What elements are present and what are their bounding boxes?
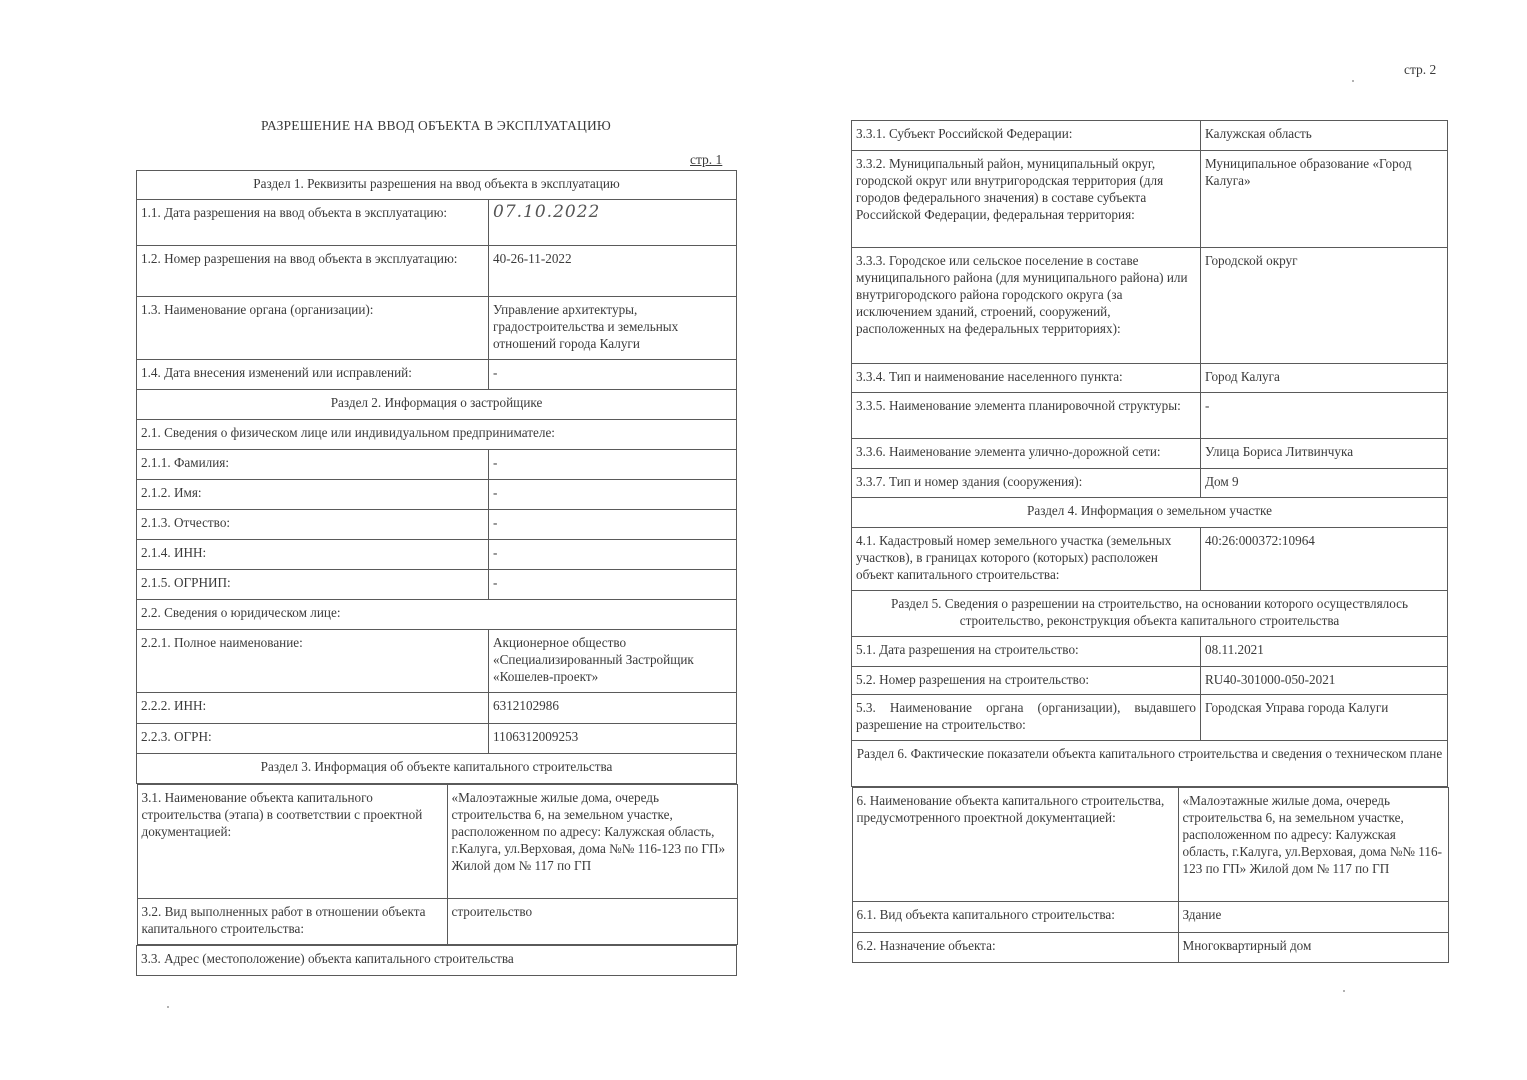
row-value: Городская Управа города Калуги	[1201, 695, 1448, 741]
row-value: -	[489, 570, 737, 600]
row-value: RU40-301000-050-2021	[1201, 667, 1448, 695]
row-value: Город Калуга	[1201, 364, 1448, 393]
section-5-heading: Раздел 5. Сведения о разрешении на строительство, на основании которого осуществлялось строительство, реконструкция объекта капитального строительства	[852, 591, 1448, 637]
row-value: Улица Бориса Литвинчука	[1201, 439, 1448, 469]
row-value: «Малоэтажные жилые дома, очередь строительства 6, на земельном участке, расположенном по адресу: Калужская область, г.Калуга, ул.Верховая, дома №№ 116-123 по ГП» Жилой дом № 117 по ГП	[447, 785, 737, 899]
row-value: -	[489, 510, 737, 540]
row-value: строительство	[447, 899, 737, 945]
row-label: 2.2.1. Полное наименование:	[137, 630, 489, 693]
row-label: 5.1. Дата разрешения на строительство:	[852, 637, 1201, 667]
table-row	[852, 637, 1448, 667]
cadastral-number: 40:26:000372:10964	[1201, 528, 1448, 591]
row-label: 2.1.1. Фамилия:	[137, 450, 489, 480]
scan-speck	[1352, 80, 1354, 82]
row-value: Дом 9	[1201, 469, 1448, 498]
table-row	[852, 393, 1448, 439]
row-label: 1.3. Наименование органа (организации):	[137, 297, 489, 360]
row-label: 2.1.4. ИНН:	[137, 540, 489, 570]
row-label: 3.2. Вид выполненных работ в отношении объекта капитального строительства:	[137, 899, 447, 945]
table-row	[852, 364, 1448, 393]
table-row	[137, 200, 737, 246]
table-row	[137, 450, 737, 480]
table-row	[137, 297, 737, 360]
table-row	[137, 510, 737, 540]
table-row	[137, 540, 737, 570]
row-value: -	[489, 540, 737, 570]
row-value: 6312102986	[489, 693, 737, 724]
table-row	[137, 246, 737, 297]
table-row	[852, 787, 1448, 964]
table-row	[852, 121, 1448, 151]
row-value: -	[489, 480, 737, 510]
row-value: Многоквартирный дом	[1178, 933, 1448, 963]
row-label: 1.1. Дата разрешения на ввод объекта в эксплуатацию:	[137, 200, 489, 246]
section-2-heading: Раздел 2. Информация о застройщике	[137, 390, 737, 420]
row-label: 4.1. Кадастровый номер земельного участка (земельных участков), в границах которого (которых) расположен объект капитального строительства:	[852, 528, 1201, 591]
row-label: 2.2.2. ИНН:	[137, 693, 489, 724]
row-label: 3.3.3. Городское или сельское поселение в составе муниципального района (для муниципального района) или внутригородского района городского округа (за исключением зданий, строений, сооружений, расположенных на федеральных территориях):	[852, 248, 1201, 364]
row-label: 6.2. Назначение объекта:	[852, 933, 1178, 963]
row-value: Акционерное общество «Специализированный Застройщик «Кошелев-проект»	[489, 630, 737, 693]
legal-subheading: 2.2. Сведения о юридическом лице:	[137, 600, 737, 630]
table-row	[137, 784, 737, 946]
table-row	[852, 695, 1448, 741]
row-label: 3.1. Наименование объекта капитального строительства (этапа) в соответствии с проектной документацией:	[137, 785, 447, 899]
row-label: 5.2. Номер разрешения на строительство:	[852, 667, 1201, 695]
row-label: 5.3. Наименование органа (организации), выдавшего разрешение на строительство:	[852, 695, 1201, 741]
scan-speck	[1343, 990, 1345, 992]
row-value: -	[489, 360, 737, 390]
table-row	[137, 693, 737, 724]
table-row	[137, 630, 737, 693]
section-4-heading: Раздел 4. Информация о земельном участке	[852, 498, 1448, 528]
permit-table-page-2	[851, 120, 1448, 963]
individual-subheading: 2.1. Сведения о физическом лице или индивидуальном предпринимателе:	[137, 420, 737, 450]
page-number-1: стр. 1	[690, 152, 723, 167]
permit-number: 40-26-11-2022	[489, 246, 737, 297]
row-label: 3.3.2. Муниципальный район, муниципальный округ, городской округ или внутригородская территория (для городов федерального значения) в составе субъекта Российской Федерации, федеральная территория:	[852, 151, 1201, 248]
table-row	[137, 480, 737, 510]
row-label: 3.3.5. Наименование элемента планировочной структуры:	[852, 393, 1201, 439]
permit-date-handwritten: 07.10.2022	[489, 200, 737, 246]
address-subheading: 3.3. Адрес (местоположение) объекта капитального строительства	[137, 946, 737, 976]
row-label: 3.3.1. Субъект Российской Федерации:	[852, 121, 1201, 151]
row-label: 2.1.5. ОГРНИП:	[137, 570, 489, 600]
row-value: 1106312009253	[489, 724, 737, 754]
table-row	[852, 151, 1448, 248]
section-3-subtable	[137, 784, 738, 945]
section-1-heading: Раздел 1. Реквизиты разрешения на ввод объекта в эксплуатацию	[137, 171, 737, 200]
row-value: Муниципальное образование «Город Калуга»	[1201, 151, 1448, 248]
row-label: 1.4. Дата внесения изменений или исправлений:	[137, 360, 489, 390]
page-number-2: стр. 2	[1404, 62, 1437, 77]
row-value: Городской округ	[1201, 248, 1448, 364]
row-label: 1.2. Номер разрешения на ввод объекта в эксплуатацию:	[137, 246, 489, 297]
document-title: РАЗРЕШЕНИЕ НА ВВОД ОБЪЕКТА В ЭКСПЛУАТАЦИЮ	[260, 118, 612, 133]
row-label: 3.3.7. Тип и номер здания (сооружения):	[852, 469, 1201, 498]
row-value: Здание	[1178, 902, 1448, 933]
row-label: 6.1. Вид объекта капитального строительства:	[852, 902, 1178, 933]
row-value: Управление архитектуры, градостроительства и земельных отношений города Калуги	[489, 297, 737, 360]
row-label: 2.2.3. ОГРН:	[137, 724, 489, 754]
row-value: -	[489, 450, 737, 480]
table-row	[852, 439, 1448, 469]
table-row	[852, 469, 1448, 498]
row-value: Калужская область	[1201, 121, 1448, 151]
table-row	[852, 667, 1448, 695]
table-row	[137, 570, 737, 600]
section-6-heading: Раздел 6. Фактические показатели объекта капитального строительства и сведения о техническом плане	[852, 741, 1448, 787]
row-label: 3.3.6. Наименование элемента улично-дорожной сети:	[852, 439, 1201, 469]
row-label: 2.1.2. Имя:	[137, 480, 489, 510]
row-value: 08.11.2021	[1201, 637, 1448, 667]
row-label: 3.3.4. Тип и наименование населенного пункта:	[852, 364, 1201, 393]
section-6-subtable	[852, 787, 1449, 963]
scan-speck	[167, 1006, 169, 1008]
table-row	[852, 248, 1448, 364]
row-label: 2.1.3. Отчество:	[137, 510, 489, 540]
row-label: 6. Наименование объекта капитального строительства, предусмотренного проектной документацией:	[852, 788, 1178, 902]
section-3-heading: Раздел 3. Информация об объекте капитального строительства	[137, 754, 737, 784]
row-value: «Малоэтажные жилые дома, очередь строительства 6, на земельном участке, расположенном по адресу: Калужская область, г.Калуга, ул.Верховая, дома №№ 116-123 по ГП» Жилой дом № 117 по ГП	[1178, 788, 1448, 902]
table-row	[137, 724, 737, 754]
table-row	[137, 360, 737, 390]
row-value: -	[1201, 393, 1448, 439]
permit-table-page-1	[136, 170, 737, 976]
table-row	[852, 528, 1448, 591]
